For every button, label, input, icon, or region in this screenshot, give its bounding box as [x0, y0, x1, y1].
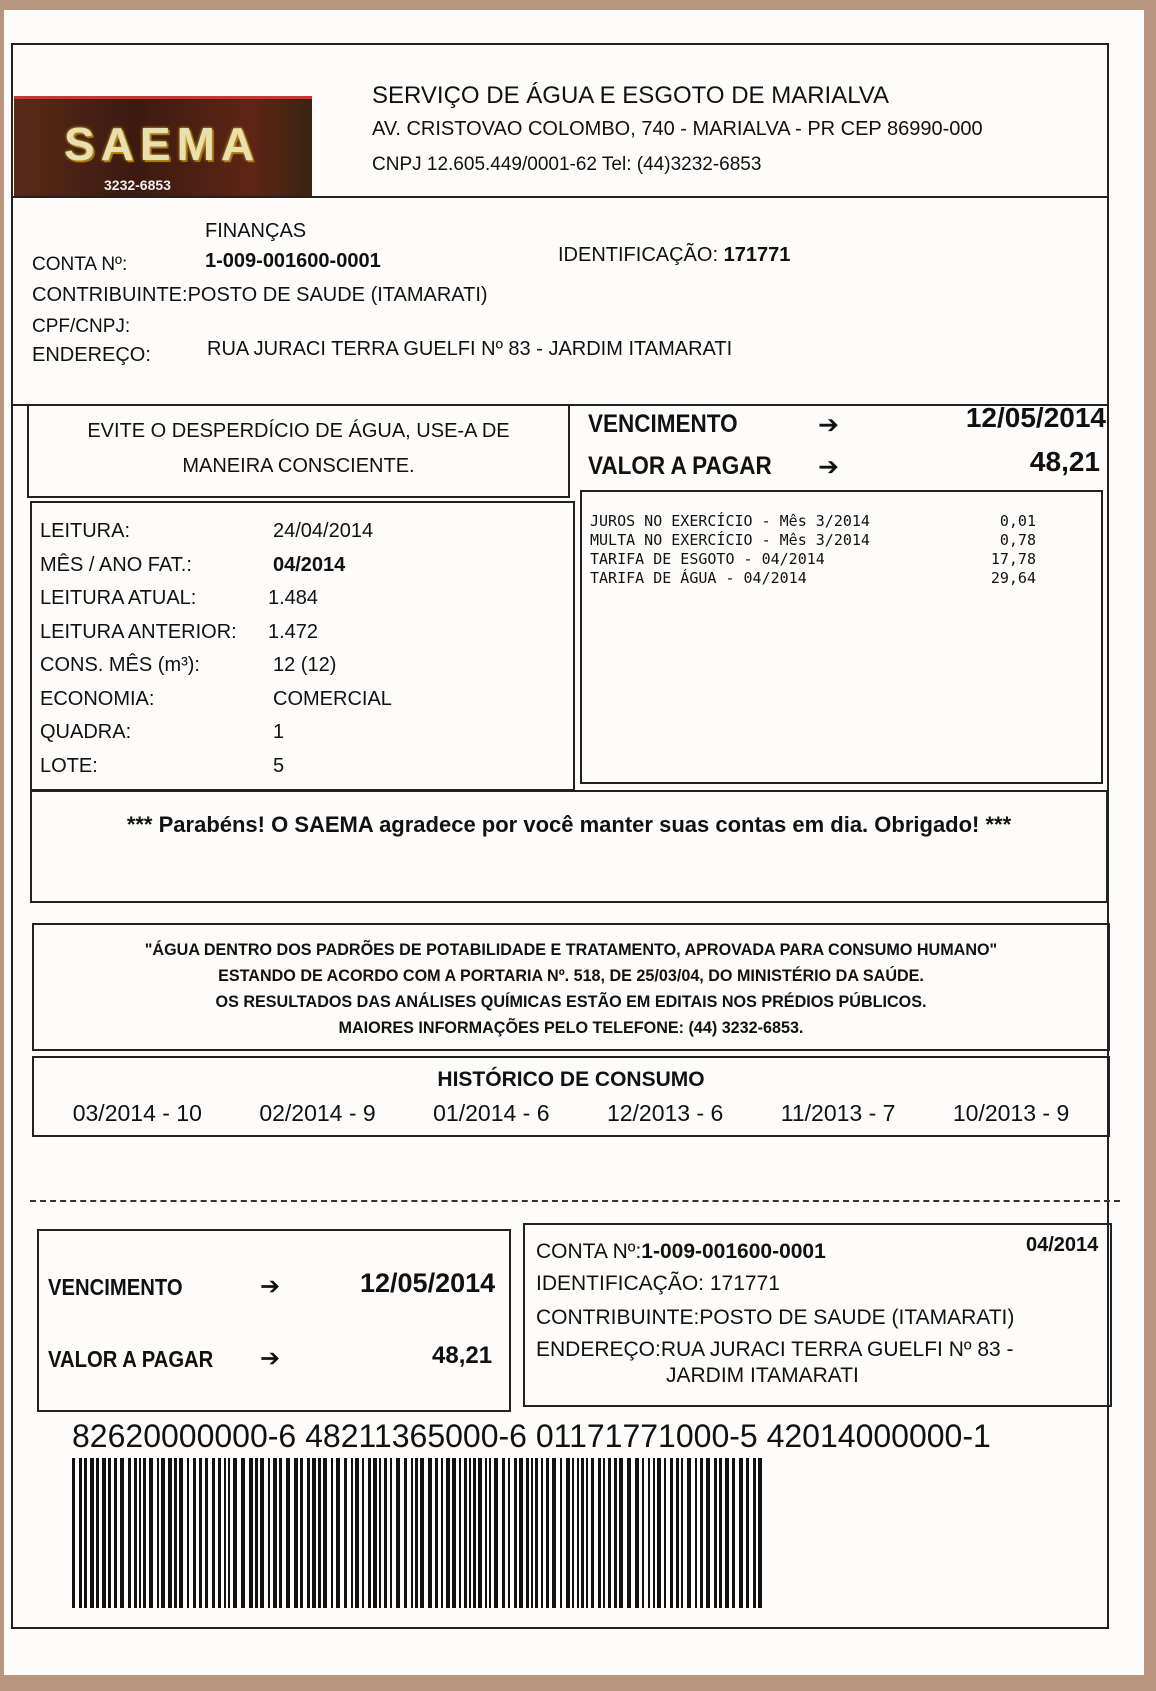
due-date: 12/05/2014 [965, 402, 1106, 433]
notice-line: MANEIRA CONSCIENTE. [182, 455, 415, 477]
logo-text: SAEMA [64, 118, 261, 170]
company-name: SERVIÇO DE ÁGUA E ESGOTO DE MARIALVA [372, 82, 890, 109]
charge-value: 29,64 [990, 569, 1036, 587]
barcode-digits: 82620000000-6 48211365000-6 01171771000-5 42014000000-1 [72, 1418, 991, 1454]
message-box [30, 790, 1108, 903]
potability-line: MAIORES INFORMAÇÕES PELO TELEFONE: (44) 3232-6853. [338, 1018, 804, 1037]
reading-label: LOTE: [40, 754, 98, 777]
stub-contributor: CONTRIBUINTE:POSTO DE SAUDE (ITAMARATI) [536, 1306, 1015, 1329]
arrow-icon: ➔ [818, 411, 839, 439]
address-label: ENDEREÇO: [32, 344, 151, 366]
history-entry: 01/2014 - 6 [433, 1100, 550, 1126]
reading-value: 5 [273, 754, 285, 777]
divider [11, 196, 1109, 198]
reading-value: 04/2014 [273, 553, 346, 576]
arrow-icon: ➔ [818, 453, 839, 481]
charge-description: TARIFA DE ESGOTO - 04/2014 [590, 550, 825, 568]
reading-value: COMERCIAL [273, 687, 392, 710]
reading-label: LEITURA ATUAL: [40, 587, 197, 609]
barcode-bar [762, 1458, 764, 1608]
cut-line [30, 1200, 1120, 1202]
reading-box [30, 501, 575, 791]
reading-label: LEITURA: [40, 520, 131, 542]
stub-due-label: VENCIMENTO [48, 1274, 183, 1300]
reading-value: 1.484 [268, 587, 319, 609]
history-title: HISTÓRICO DE CONSUMO [437, 1068, 705, 1091]
stub-due-date: 12/05/2014 [360, 1268, 496, 1298]
account-number: 1-009-001600-0001 [205, 250, 381, 272]
amount-label: VALOR A PAGAR [588, 452, 772, 480]
stub-address: JARDIM ITAMARATI [666, 1364, 859, 1387]
company-address: AV. CRISTOVAO COLOMBO, 740 - MARIALVA - PR CEP 86990-000 [372, 118, 983, 140]
arrow-icon: ➔ [260, 1273, 281, 1300]
history-entry: 03/2014 - 10 [72, 1100, 202, 1126]
reading-label: LEITURA ANTERIOR: [40, 620, 237, 643]
stub-amount-label: VALOR A PAGAR [48, 1346, 214, 1372]
reading-value: 24/04/2014 [273, 520, 374, 542]
history-entry: 02/2014 - 9 [259, 1100, 376, 1126]
logo-phone: 3232-6853 [104, 177, 171, 193]
history-box [32, 1056, 1110, 1137]
reading-label: CONS. MÊS (m³): [40, 654, 200, 676]
barcode [72, 1458, 774, 1608]
account-label: CONTA Nº: [32, 254, 128, 275]
history-entry: 10/2013 - 9 [952, 1100, 1070, 1126]
arrow-icon: ➔ [260, 1345, 281, 1372]
reading-value: 1.472 [268, 620, 319, 643]
potability-line: OS RESULTADOS DAS ANÁLISES QUÍMICAS ESTÃO EM EDITAIS NOS PRÉDIOS PÚBLICOS. [215, 992, 927, 1011]
charge-value: 0,01 [999, 512, 1036, 530]
amount-due: 48,21 [1029, 446, 1100, 477]
thanks-message: *** Parabéns! O SAEMA agradece por você manter suas contas em dia. Obrigado! *** [126, 812, 1012, 837]
saema-logo [14, 96, 312, 196]
notice-line: EVITE O DESPERDÍCIO DE ÁGUA, USE-A DE [87, 420, 510, 442]
due-date-label: VENCIMENTO [588, 410, 738, 438]
history-entry: 11/2013 - 7 [780, 1100, 896, 1126]
charge-value: 17,78 [990, 550, 1036, 568]
cpf-label: CPF/CNPJ: [32, 316, 131, 337]
stub-identification: IDENTIFICAÇÃO: 171771 [536, 1272, 780, 1295]
reading-label: ECONOMIA: [40, 687, 155, 710]
section-label: FINANÇAS [205, 220, 307, 242]
potability-line: "ÁGUA DENTRO DOS PADRÕES DE POTABILIDADE E TRATAMENTO, APROVADA PARA CONSUMO HUMANO" [144, 940, 998, 959]
company-cnpj: CNPJ 12.605.449/0001-62 Tel: (44)3232-6853 [372, 154, 762, 175]
potability-box [32, 923, 1110, 1051]
reading-label: MÊS / ANO FAT.: [40, 553, 192, 576]
reading-label: QUADRA: [40, 721, 132, 743]
charge-description: JUROS NO EXERCÍCIO - Mês 3/2014 [590, 512, 870, 530]
charge-description: TARIFA DE ÁGUA - 04/2014 [590, 569, 807, 587]
identification: IDENTIFICAÇÃO: 171771 [558, 244, 791, 266]
history-entry: 12/2013 - 6 [606, 1100, 724, 1126]
charge-value: 0,78 [999, 531, 1036, 549]
stub-amount: 48,21 [432, 1342, 493, 1369]
potability-line: ESTANDO DE ACORDO COM A PORTARIA Nº. 518, DE 25/03/04, DO MINISTÉRIO DA SAÚDE. [218, 966, 924, 985]
reading-value: 1 [273, 721, 285, 743]
charge-description: MULTA NO EXERCÍCIO - Mês 3/2014 [590, 531, 870, 549]
address-value: RUA JURACI TERRA GUELFI Nº 83 - JARDIM ITAMARATI [207, 338, 733, 360]
notice-box [27, 404, 570, 498]
stub-address: ENDEREÇO:RUA JURACI TERRA GUELFI Nº 83 - [536, 1338, 1014, 1361]
contributor: CONTRIBUINTE:POSTO DE SAUDE (ITAMARATI) [32, 284, 488, 306]
stub-due-box [37, 1229, 511, 1412]
reading-value: 12 (12) [273, 654, 337, 676]
stub-account: CONTA Nº:1-009-001600-0001 [536, 1240, 826, 1263]
stub-reference: 04/2014 [1026, 1234, 1099, 1256]
